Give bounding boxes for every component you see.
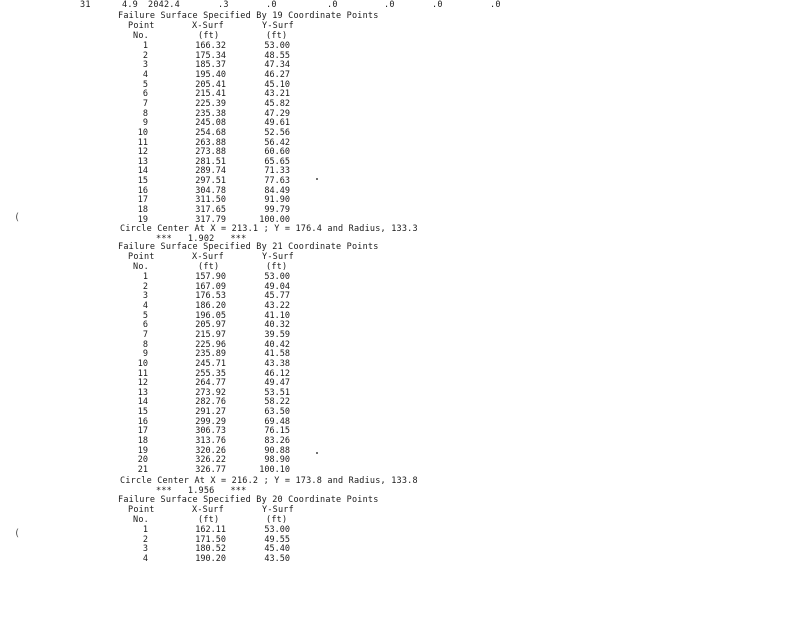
- y-surf-value: 49.47: [264, 378, 290, 389]
- x-surf-value: 245.08: [195, 118, 226, 129]
- point-number: 12: [137, 147, 148, 158]
- y-surf-value: 84.49: [264, 185, 290, 196]
- x-surf-value: 175.34: [195, 50, 226, 61]
- x-surf-value: 297.51: [195, 176, 226, 187]
- y-surf-value: 71.33: [264, 166, 290, 177]
- x-surf-value: 264.77: [195, 378, 226, 389]
- col-unit-x: (ft): [198, 31, 220, 41]
- col-header-no: No.: [133, 262, 149, 272]
- point-number: 5: [142, 310, 148, 321]
- y-surf-value: 99.79: [264, 205, 290, 216]
- section-title: Failure Surface Specified By 21 Coordinate Points: [118, 242, 379, 252]
- point-number: 14: [137, 166, 148, 177]
- x-surf-value: 225.39: [195, 98, 226, 109]
- x-surf-value: 235.38: [195, 108, 226, 119]
- y-surf-value: 46.12: [264, 368, 290, 379]
- x-surf-value: 326.77: [195, 465, 226, 475]
- top-line-value: .0: [327, 0, 338, 10]
- y-surf-value: 77.63: [264, 176, 290, 187]
- y-surf-value: 69.48: [264, 416, 290, 427]
- safety-factor-line: *** 1.902 ***: [156, 234, 247, 244]
- y-surf-value: 40.32: [264, 320, 290, 331]
- x-surf-value: 245.71: [195, 358, 226, 369]
- section-title: Failure Surface Specified By 19 Coordinate Points: [118, 11, 379, 21]
- col-header-x: X-Surf: [192, 252, 224, 262]
- y-surf-value: 48.55: [264, 50, 290, 61]
- y-surf-value: 100.10: [259, 465, 290, 475]
- point-number: 4: [142, 69, 148, 80]
- x-surf-value: 254.68: [195, 127, 226, 138]
- point-number: 21: [137, 465, 148, 475]
- y-surf-value: 90.88: [264, 445, 290, 456]
- y-surf-value: 53.00: [264, 525, 290, 535]
- y-surf-value: 98.90: [264, 455, 290, 466]
- x-surf-value: 196.05: [195, 310, 226, 321]
- point-number: 6: [142, 320, 148, 331]
- col-header-y: Y-Surf: [262, 505, 294, 515]
- point-number: 2: [142, 534, 148, 545]
- y-surf-value: 45.82: [264, 98, 290, 109]
- y-surf-value: 76.15: [264, 426, 290, 437]
- point-number: 1: [142, 525, 148, 535]
- y-surf-value: 43.21: [264, 89, 290, 100]
- x-surf-value: 167.09: [195, 281, 226, 292]
- point-number: 13: [137, 387, 148, 398]
- y-surf-value: 53.51: [264, 387, 290, 398]
- x-surf-value: 326.22: [195, 455, 226, 466]
- point-number: 3: [142, 544, 148, 555]
- x-surf-value: 282.76: [195, 397, 226, 408]
- point-number: 19: [137, 214, 148, 225]
- point-number: 8: [142, 108, 148, 119]
- point-number: 11: [137, 137, 148, 148]
- top-line-value: .0: [490, 0, 501, 10]
- margin-bracket-mark: (: [14, 528, 21, 539]
- top-line-value: .0: [432, 0, 443, 10]
- x-surf-value: 205.97: [195, 320, 226, 331]
- top-line-value: .3: [218, 0, 229, 10]
- margin-bracket-mark: (: [14, 212, 21, 223]
- point-number: 4: [142, 300, 148, 311]
- x-surf-value: 263.88: [195, 137, 226, 148]
- point-number: 7: [142, 329, 148, 340]
- col-unit-y: (ft): [266, 262, 288, 272]
- col-unit-x: (ft): [198, 515, 220, 525]
- point-number: 14: [137, 397, 148, 408]
- x-surf-value: 205.41: [195, 79, 226, 90]
- x-surf-value: 195.40: [195, 69, 226, 80]
- y-surf-value: 45.77: [264, 291, 290, 302]
- point-number: 16: [137, 185, 148, 196]
- y-surf-value: 53.00: [264, 272, 290, 282]
- y-surf-value: 41.58: [264, 349, 290, 360]
- point-number: 18: [137, 436, 148, 447]
- y-surf-value: 46.27: [264, 69, 290, 80]
- point-number: 6: [142, 89, 148, 100]
- x-surf-value: 235.89: [195, 349, 226, 360]
- y-surf-value: 56.42: [264, 137, 290, 148]
- y-surf-value: 63.50: [264, 407, 290, 418]
- point-number: 11: [137, 368, 148, 379]
- point-number: 10: [137, 127, 148, 138]
- col-unit-y: (ft): [266, 515, 288, 525]
- col-header-x: X-Surf: [192, 505, 224, 515]
- col-header-point: Point: [128, 252, 155, 262]
- x-surf-value: 215.41: [195, 89, 226, 100]
- x-surf-value: 273.88: [195, 147, 226, 158]
- x-surf-value: 171.50: [195, 534, 226, 545]
- y-surf-value: 40.42: [264, 339, 290, 350]
- point-number: 2: [142, 50, 148, 61]
- point-number: 17: [137, 195, 148, 206]
- y-surf-value: 83.26: [264, 436, 290, 447]
- point-number: 1: [142, 272, 148, 282]
- y-surf-value: 49.55: [264, 534, 290, 545]
- point-number: 3: [142, 60, 148, 71]
- scan-speck: [316, 178, 318, 180]
- x-surf-value: 273.92: [195, 387, 226, 398]
- col-header-y: Y-Surf: [262, 21, 294, 31]
- point-number: 15: [137, 176, 148, 187]
- point-number: 9: [142, 118, 148, 129]
- y-surf-value: 39.59: [264, 329, 290, 340]
- point-number: 8: [142, 339, 148, 350]
- y-surf-value: 43.38: [264, 358, 290, 369]
- x-surf-value: 180.52: [195, 544, 226, 555]
- x-surf-value: 289.74: [195, 166, 226, 177]
- y-surf-value: 58.22: [264, 397, 290, 408]
- y-surf-value: 45.10: [264, 79, 290, 90]
- top-line-value: 2042.4: [148, 0, 180, 10]
- y-surf-value: 60.60: [264, 147, 290, 158]
- x-surf-value: 311.50: [195, 195, 226, 206]
- y-surf-value: 43.50: [264, 553, 290, 564]
- col-unit-x: (ft): [198, 262, 220, 272]
- x-surf-value: 317.65: [195, 205, 226, 216]
- point-number: 1: [142, 41, 148, 51]
- x-surf-value: 317.79: [195, 214, 226, 225]
- y-surf-value: 47.29: [264, 108, 290, 119]
- point-number: 17: [137, 426, 148, 437]
- y-surf-value: 43.22: [264, 300, 290, 311]
- point-number: 13: [137, 156, 148, 167]
- col-header-y: Y-Surf: [262, 252, 294, 262]
- col-header-no: No.: [133, 31, 149, 41]
- point-number: 12: [137, 378, 148, 389]
- x-surf-value: 186.20: [195, 300, 226, 311]
- x-surf-value: 291.27: [195, 407, 226, 418]
- x-surf-value: 306.73: [195, 426, 226, 437]
- y-surf-value: 41.10: [264, 310, 290, 321]
- x-surf-value: 176.53: [195, 291, 226, 302]
- section-title: Failure Surface Specified By 20 Coordinate Points: [118, 495, 379, 505]
- circle-center-line: Circle Center At X = 213.1 ; Y = 176.4 and Radius, 133.3: [120, 224, 418, 234]
- col-header-point: Point: [128, 21, 155, 31]
- circle-center-line: Circle Center At X = 216.2 ; Y = 173.8 and Radius, 133.8: [120, 476, 418, 486]
- top-line-value: .0: [384, 0, 395, 10]
- col-header-point: Point: [128, 505, 155, 515]
- point-number: 15: [137, 407, 148, 418]
- y-surf-value: 52.56: [264, 127, 290, 138]
- point-number: 3: [142, 291, 148, 302]
- point-number: 4: [142, 553, 148, 564]
- top-line-value: .0: [266, 0, 277, 10]
- col-header-no: No.: [133, 515, 149, 525]
- y-surf-value: 100.00: [259, 214, 290, 225]
- y-surf-value: 53.00: [264, 41, 290, 51]
- x-surf-value: 162.11: [195, 525, 226, 535]
- x-surf-value: 157.90: [195, 272, 226, 282]
- point-number: 18: [137, 205, 148, 216]
- y-surf-value: 65.65: [264, 156, 290, 167]
- y-surf-value: 47.34: [264, 60, 290, 71]
- x-surf-value: 185.37: [195, 60, 226, 71]
- point-number: 19: [137, 445, 148, 456]
- point-number: 9: [142, 349, 148, 360]
- point-number: 2: [142, 281, 148, 292]
- x-surf-value: 255.35: [195, 368, 226, 379]
- x-surf-value: 225.96: [195, 339, 226, 350]
- y-surf-value: 45.40: [264, 544, 290, 555]
- point-number: 16: [137, 416, 148, 427]
- point-number: 7: [142, 98, 148, 109]
- y-surf-value: 49.61: [264, 118, 290, 129]
- top-line-number: 31: [80, 0, 91, 10]
- y-surf-value: 49.04: [264, 281, 290, 292]
- x-surf-value: 313.76: [195, 436, 226, 447]
- col-unit-y: (ft): [266, 31, 288, 41]
- point-number: 10: [137, 358, 148, 369]
- x-surf-value: 299.29: [195, 416, 226, 427]
- x-surf-value: 215.97: [195, 329, 226, 340]
- scan-speck: [316, 452, 318, 454]
- x-surf-value: 281.51: [195, 156, 226, 167]
- x-surf-value: 166.32: [195, 41, 226, 51]
- safety-factor-line: *** 1.956 ***: [156, 486, 247, 496]
- y-surf-value: 91.90: [264, 195, 290, 206]
- x-surf-value: 190.20: [195, 553, 226, 564]
- x-surf-value: 304.78: [195, 185, 226, 196]
- col-header-x: X-Surf: [192, 21, 224, 31]
- point-number: 20: [137, 455, 148, 466]
- top-line-value: 4.9: [122, 0, 138, 10]
- point-number: 5: [142, 79, 148, 90]
- x-surf-value: 320.26: [195, 445, 226, 456]
